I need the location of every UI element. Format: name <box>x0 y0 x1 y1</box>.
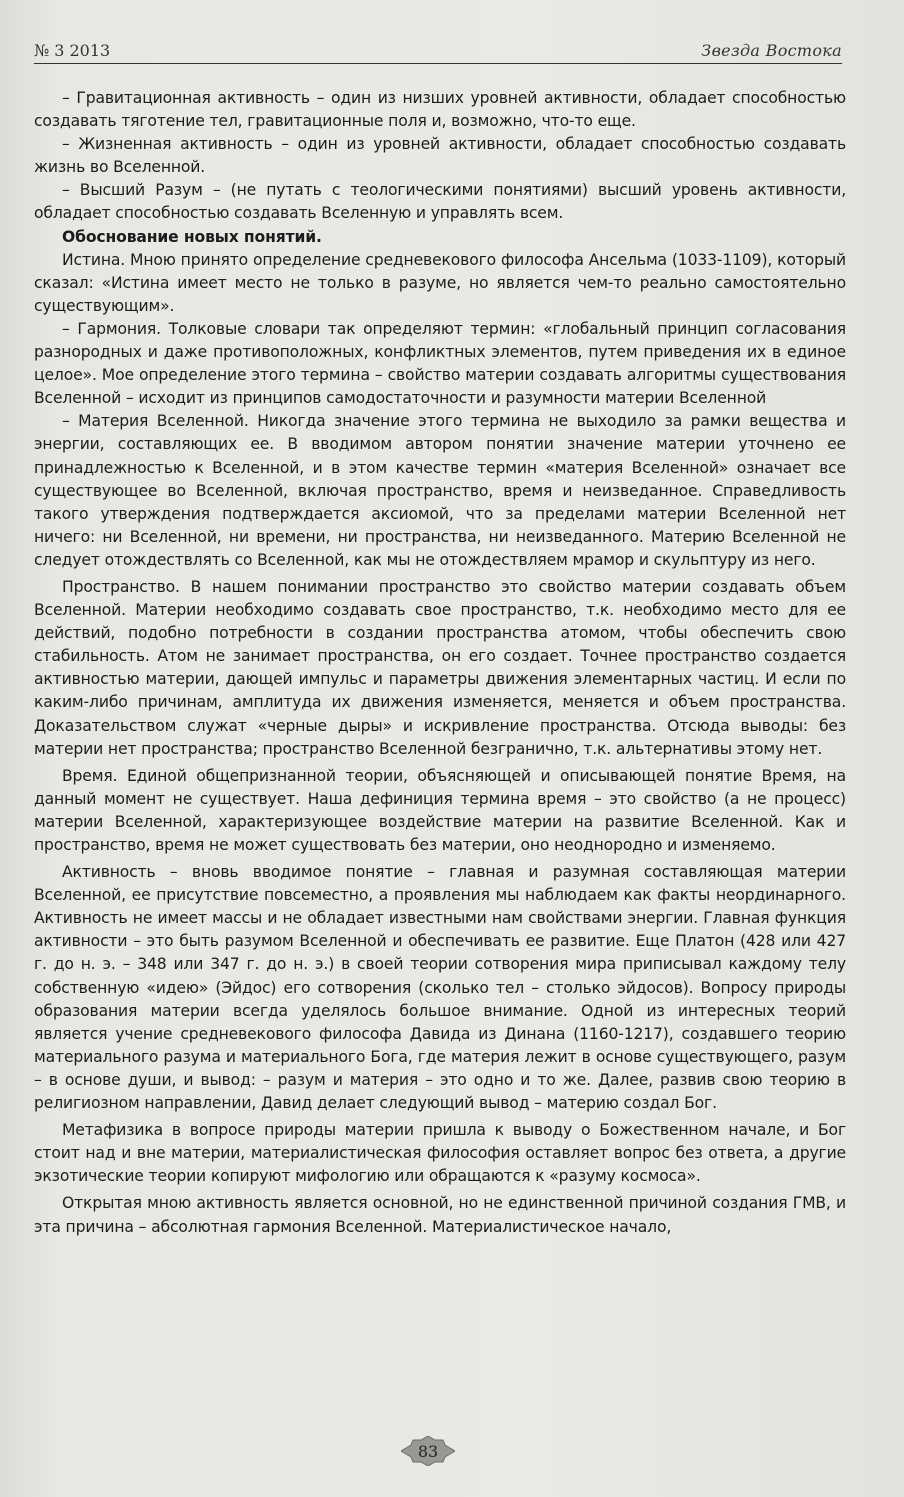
paragraph: – Материя Вселенной. Никогда значение этого термина не выходило за рамки вещества и энергии, составляющих ее. В вводимом автором понятии значение материи уточнено ее принадлежностью к Вселенной, и в этом качестве термин «материя Вселенной» означает все существующее во Вселенной, включая пространство, время и неизведанное. Справедливость такого утверждения подтверждается аксиомой, что за пределами материи Вселенной нет ничего: ни Вселенной, ни времени, ни пространства, ни неизведанного. Материю Вселенной не следует отождествлять со Вселенной, как мы не отождествляем мрамор и скульптуру из него. <box>34 412 846 569</box>
issue-number: № 3 2013 <box>34 41 111 60</box>
running-header <box>34 34 842 64</box>
paragraph: – Гармония. Толковые словари так определяют термин: «глобальный принцип согласования разнородных и даже противоположных, конфликтных элементов, путем приведения их в единое целое». Мое определение этого термина – свойство материи создавать алгоритмы существования Вселенной – исходит из принципов самодостаточности и разумности материи Вселенной <box>34 319 846 408</box>
paragraph: – Высший Разум – (не путать с теологическими понятиями) высший уровень активности, обладает способностью создавать Вселенную и управлять всем. <box>34 181 846 223</box>
page-number: 83 <box>417 1441 439 1461</box>
article-body <box>34 87 846 1239</box>
page-number-ornament <box>401 1436 455 1466</box>
paragraph: Время. Единой общепризнанной теории, объясняющей и описывающей понятие Время, на данный момент не существует. Наша дефиниция термина время – это свойство (а не процесс) материи Вселенной, характеризующее воздействие материи на развитие Вселенной. Как и пространство, время не может существовать без материи, оно неоднородно и изменяемо. <box>34 766 846 854</box>
paragraph: Открытая мною активность является основной, но не единственной причиной создания ГМВ, и эта причина – абсолютная гармония Вселенной. Материалистическое начало, <box>34 1194 846 1236</box>
section-heading: Обоснование новых понятий. <box>62 227 322 246</box>
paragraph: Истина. Мною принято определение средневекового философа Ансельма (1033-1109), который сказал: «Истина имеет место не только в разуме, но является чем-то реально самостоятельно существующим». <box>34 250 846 315</box>
paragraph: Активность – вновь вводимое понятие – главная и разумная составляющая материи Вселенной, ее присутствие повсеместно, а проявления мы наблюдаем как факты неординарного. Активность не имеет массы и не обладает известными нам свойствами энергии. Главная функция активности – это быть разумом Вселенной и обеспечивать ее развитие. Еще Платон (428 или 427 г. до н. э. – 348 или 347 г. до н. э.) в своей теории сотворения мира приписывал каждому телу собственную «идею» (Эйдос) его сотворения (сколько тел – столько эйдосов). Вопросу природы образования материи всегда уделялось большое внимание. Одной из интересных теорий является учение средневекового философа Давида из Динана (1160-1217), создавшего теорию материального разума и материального Бога, где материя лежит в основе существующего, разум – в основе души, и вывод: – разум и материя – это одно и то же. Далее, развив свою теорию в религиозном направлении, Давид делает следующий вывод – материю создал Бог. <box>34 863 846 1113</box>
paragraph: Метафизика в вопросе природы материи пришла к выводу о Божественном начале, и Бог стоит над и вне материи, материалистическая философия оставляет вопрос без ответа, а другие экзотические теории копируют мифологию или обращаются к «разуму космоса». <box>34 1121 846 1186</box>
journal-title: Звезда Востока <box>701 41 842 60</box>
paragraph: Пространство. В нашем понимании пространство это свойство материи создавать объем Вселенной. Материи необходимо создавать свое пространство, т.к. необходимо место для ее действий, подобно потребности в создании пространства атомом, чтобы обеспечить свою стабильность. Атом не занимает пространства, он его создает. Точнее пространство создается активностью материи, дающей импульс и параметры движения элементарных частиц. И если по каким-либо причинам, амплитуда их движения изменяется, меняется и объем пространства. Доказательством служат «черные дыры» и искривление пространства. Отсюда выводы: без материи нет пространства; пространство Вселенной безгранично, т.к. альтернативы этому нет. <box>34 577 846 758</box>
paragraph: – Жизненная активность – один из уровней активности, обладает способностью создавать жизнь во Вселенной. <box>34 135 846 177</box>
paragraph: – Гравитационная активность – один из низших уровней активности, обладает способностью создавать тяготение тел, гравитационные поля и, возможно, что-то еще. <box>34 89 846 131</box>
